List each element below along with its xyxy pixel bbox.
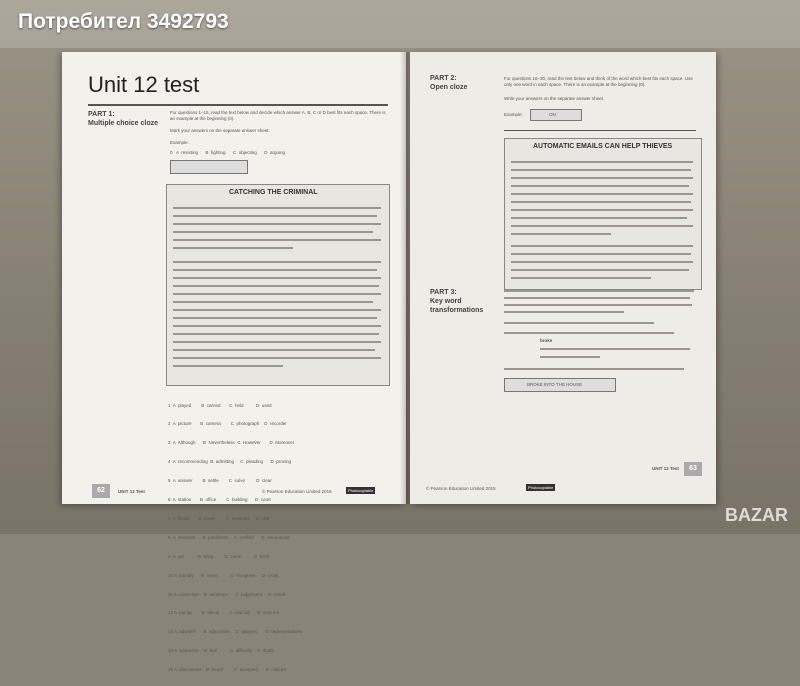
part2-sublabel: Open cloze: [430, 84, 468, 91]
part2-instructions: For questions 16–30, read the text below and think of the word which best fits each space. Use only one word in each space. There is an example at the beginning (0).: [504, 76, 693, 87]
text-line: [173, 325, 381, 327]
part3-line: [504, 332, 674, 334]
left-page: [62, 52, 406, 673]
text-line: [173, 357, 381, 359]
footer-unit-right: UNIT 12 Test: [652, 466, 679, 471]
part3-line: [504, 322, 654, 324]
text-line: [173, 215, 377, 217]
part1-mark-note: Mark your answers on the separate answer sheet.: [170, 128, 270, 133]
part3-line: [504, 368, 684, 370]
part2-label: PART 2:: [430, 75, 457, 82]
example-row: 0 A resisting B fighting C objecting D arguing: [170, 150, 286, 155]
text-line: [173, 349, 375, 351]
username-label: Потребител 3492793: [18, 10, 229, 33]
part3-line: [504, 290, 694, 292]
part3-sublabel: Key word transformations: [430, 298, 484, 314]
option-row: 12 A put up B set up C laid out D sent out: [168, 610, 280, 616]
text-line: [511, 201, 691, 203]
text-line: [173, 231, 373, 233]
part1-instructions: For questions 1–15, read the text below and decide which answer A, B, C or D best fits each space. There is an example at the beginning (0).: [170, 110, 386, 121]
text-line: [511, 185, 689, 187]
part3-label: PART 3:: [430, 289, 457, 296]
text-line: [173, 285, 379, 287]
part3-keyword: broke: [540, 338, 553, 343]
text-line: [511, 245, 693, 247]
box-title: CATCHING THE CRIMINAL: [229, 189, 318, 196]
part3-example-answer: BROKE INTO THE HOUSE: [527, 382, 583, 387]
option-row: 5 A answer B settle C solve D clear: [168, 478, 272, 484]
text-line: [511, 177, 693, 179]
text-line: [173, 301, 373, 303]
text-line: [173, 365, 283, 367]
option-row: 9 A get B bring C come D fetch: [168, 553, 270, 559]
part3-example-box: [504, 378, 616, 392]
text-line: [173, 207, 381, 209]
text-line: [511, 217, 687, 219]
option-row: 1 A played B carried C held D used: [168, 402, 272, 408]
example-label: Example:: [170, 140, 189, 145]
part3-line: [504, 297, 690, 299]
part2-example-answer: ON: [549, 112, 556, 117]
part3-line: [504, 311, 624, 313]
example-answer-grid: [170, 160, 248, 174]
option-row: 15 A discovered B found C accepted D noticed: [168, 667, 286, 673]
text-line: [173, 239, 381, 241]
part2-example-box: [530, 109, 582, 121]
text-box: [166, 184, 390, 386]
photocopiable-tag-right: Photocopiable: [528, 485, 554, 490]
text-line: [173, 341, 381, 343]
text-line: [173, 269, 377, 271]
photocopiable-tag-left: Photocopiable: [348, 488, 374, 493]
text-line: [511, 169, 691, 171]
page-number-left: 62: [92, 484, 110, 498]
text-line: [511, 233, 611, 235]
text-line: [511, 269, 689, 271]
part1-label: PART 1:: [88, 111, 115, 118]
part3-line: [504, 304, 692, 306]
text-line: [173, 247, 293, 249]
text-line: [173, 317, 377, 319]
part2-rule: [504, 130, 696, 131]
option-row: 4 A recommending B admitting C pleading D proving: [168, 459, 292, 465]
part2-text-box: [504, 138, 702, 290]
text-line: [173, 309, 381, 311]
text-line: [173, 277, 381, 279]
text-line: [173, 261, 381, 263]
part3-line: [540, 348, 690, 350]
part1-sublabel: Multiple choice cloze: [88, 120, 159, 127]
text-line: [511, 225, 693, 227]
part2-box-title: AUTOMATIC EMAILS CAN HELP THIEVES: [533, 143, 673, 150]
option-row: 3 A Although B Nevertheless C However D Moreover: [168, 440, 295, 446]
option-row: 6 A station B office C building D court: [168, 497, 271, 503]
option-row: 13 A advisers B advocates C lawyers D representatives: [168, 629, 303, 635]
option-row: 7 A fiction B novel C inventors D plot: [168, 515, 270, 521]
page-title: Unit 12 test: [88, 72, 200, 97]
copyright-left: © Pearson Education Limited 2015: [262, 489, 332, 494]
option-row: 10 A identify B name C recognise D recall: [168, 572, 279, 578]
title-rule: [88, 104, 388, 106]
right-page: [410, 52, 716, 504]
part2-example-label: Example:: [504, 112, 523, 117]
text-line: [511, 253, 691, 255]
text-line: [511, 193, 693, 195]
option-row: 8 A declared B published C notified D announced: [168, 534, 290, 540]
watermark-logo: BAZAR: [725, 505, 788, 525]
text-line: [173, 223, 381, 225]
options-list: [168, 390, 302, 686]
copyright-right: © Pearson Education Limited 2015: [426, 486, 496, 491]
text-line: [173, 293, 381, 295]
option-row: 2 A picture B camera C photograph D recorder: [168, 421, 287, 427]
part2-mark-note: Write your answers on the separate answer sheet.: [504, 96, 605, 101]
page-number-right: 63: [684, 462, 702, 476]
text-line: [511, 277, 651, 279]
footer-unit-left: UNIT 12 Test: [118, 489, 145, 494]
text-line: [511, 161, 693, 163]
part3-line: [540, 356, 600, 358]
text-line: [173, 333, 379, 335]
option-row: 11 A conviction B sentence C judgement D result: [168, 591, 285, 597]
option-row: 14 A suspicion B fear C difficulty D doubt: [168, 648, 274, 654]
text-line: [511, 209, 693, 211]
text-line: [511, 261, 693, 263]
